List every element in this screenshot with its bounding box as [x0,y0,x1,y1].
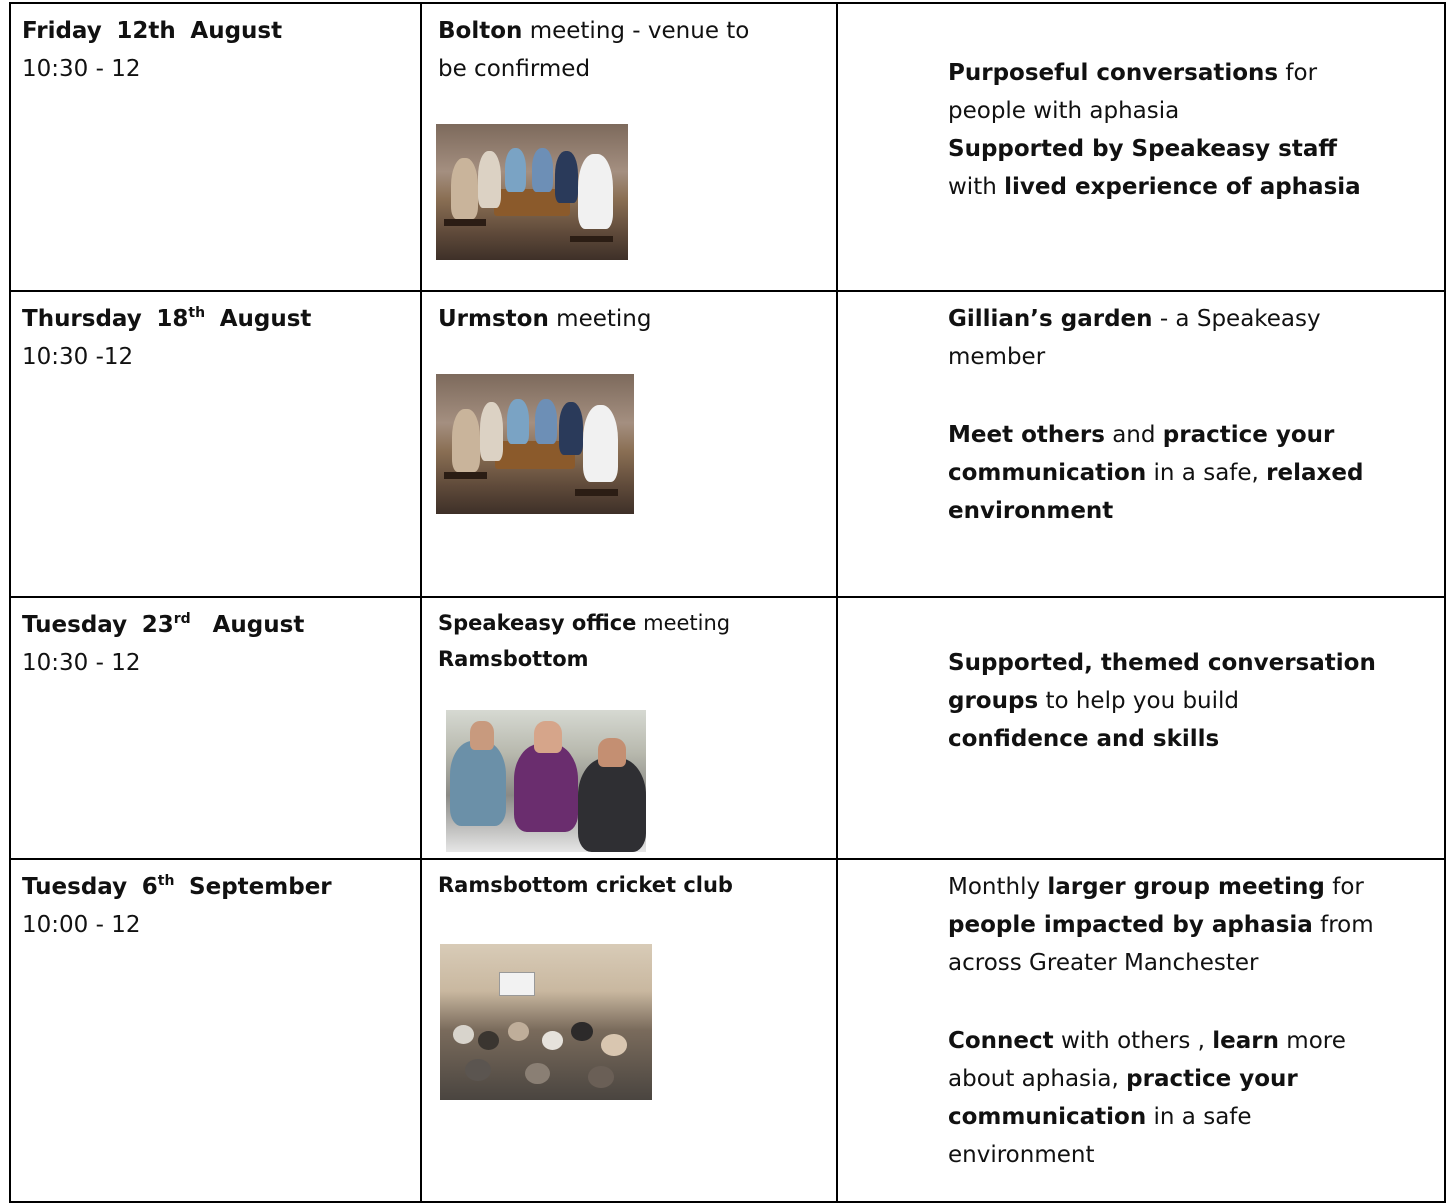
time-label: 10:30 -12 [22,344,134,370]
venue-cell [420,4,836,264]
info-line: Gillian’s garden - a Speakeasy [948,306,1321,332]
group-photo [436,374,634,514]
info-line: groups to help you build [948,688,1240,714]
table-border-right [1444,2,1446,1203]
group-photo [436,124,628,260]
info-cell [836,292,1446,596]
table-border-bottom [9,1201,1446,1203]
date-label: Friday 12th August [22,18,283,44]
venue-line: Ramsbottom cricket club [438,873,733,897]
venue-line: Speakeasy office meeting [438,611,731,635]
info-cell [836,860,1446,1203]
date-cell [9,292,420,596]
schedule-table [9,2,1446,1203]
table-row [9,290,1446,596]
info-line: Supported by Speakeasy staff [948,136,1338,162]
venue-cell [420,292,836,596]
date-label: Tuesday 23rd August [22,611,305,638]
column-divider [836,2,838,1203]
info-line: environment [948,1142,1095,1168]
time-label: 10:30 - 12 [22,650,141,676]
info-line: communication in a safe, relaxed [948,460,1364,486]
info-line: across Greater Manchester [948,950,1259,976]
info-line: people with aphasia [948,98,1180,124]
venue-cell [420,598,836,858]
info-line: environment [948,498,1114,524]
group-photo [440,944,652,1100]
info-line: confidence and skills [948,726,1220,752]
date-cell [9,860,420,1203]
venue-cell [420,860,836,1203]
venue-line: Urmston meeting [438,306,652,332]
date-label: Thursday 18th August [22,305,312,332]
info-line: Connect with others , learn more [948,1028,1346,1054]
table-row [9,858,1446,1203]
venue-line: be confirmed [438,56,591,82]
info-line: Monthly larger group meeting for [948,874,1364,900]
time-label: 10:00 - 12 [22,912,141,938]
info-line: Supported, themed conversation [948,650,1376,676]
group-photo [446,710,646,852]
time-label: 10:30 - 12 [22,56,141,82]
date-cell [9,4,420,264]
table-row [9,2,1446,264]
table-border-left [9,2,11,1203]
info-line: about aphasia, practice your [948,1066,1298,1092]
info-cell [836,4,1446,264]
info-line: member [948,344,1046,370]
info-line: communication in a safe [948,1104,1252,1130]
venue-line: Ramsbottom [438,647,589,671]
date-cell [9,598,420,858]
info-cell [836,598,1446,858]
venue-line: Bolton meeting - venue to [438,18,750,44]
date-label: Tuesday 6th September [22,873,332,900]
table-row [9,596,1446,858]
info-line: people impacted by aphasia from [948,912,1374,938]
info-line: Meet others and practice your [948,422,1335,448]
column-divider [420,2,422,1203]
info-line: with lived experience of aphasia [948,174,1361,200]
info-line: Purposeful conversations for [948,60,1318,86]
